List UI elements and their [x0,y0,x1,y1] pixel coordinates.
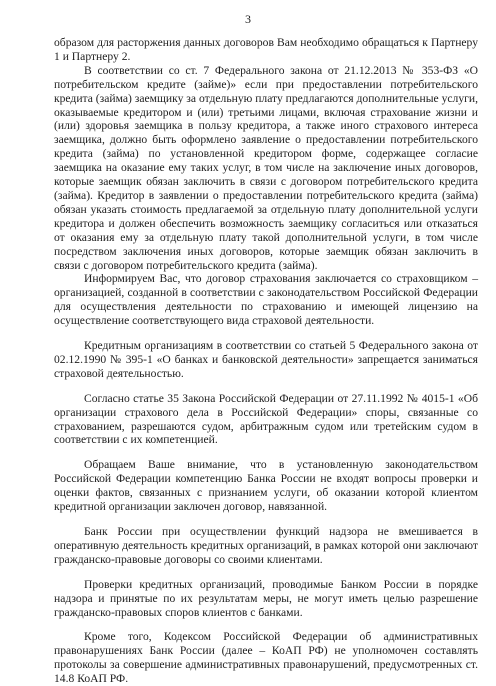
paragraph-inspections: Проверки кредитных организаций, проводимые Банком России в порядке надзора и принятые по их результатам меры, не могут иметь целью разрешение гражданско-правовых споров клиентов с банками. [54,577,478,619]
paragraph-partner-termination: образом для расторжения данных договоров Вам необходимо обращаться к Партнеру 1 и Партнеру 2. [54,36,478,63]
paragraph-law-353-fz: В соответствии со ст. 7 Федерального закона от 21.12.2013 № 353-ФЗ «О потребительском кредите (займе)» если при предоставлении потребительского кредита (займа) заемщику за отдельную плату предлагаются дополнительные услуги, оказываемые кредитором и (или) третьими лицами, включая страхование жизни и (или) здоровья заемщика в пользу кредитора, а также иного страхового интереса заемщика, должно быть оформлено заявление о предоставлении потребительского кредита (займа) по установленной кредитором форме, содержащее согласие заемщика на оказание ему таких услуг, в том числе на заключение иных договоров, которые заемщик обязан заключить в связи с договором потребительского кредита (займа). Кредитор в заявлении о предоставлении потребительского кредита (займа) обязан указать стоимость предлагаемой за отдельную плату дополнительной услуги кредитора и должен обеспечить возможность заемщику согласиться или отказаться от оказания ему за отдельную плату такой дополнительной услуги, в том числе посредством заключения иных договоров, которые заемщик обязан заключить в связи с договором потребительского кредита (займа). [54,63,478,272]
paragraph-bank-competence: Обращаем Ваше внимание, что в установленную законодательством Российской Федерации компетенцию Банка России не входят вопросы проверки и оценки фактов, связанных с признанием услуги, об оказании которой клиентом кредитной организации заключен договор, навязанной. [54,458,478,514]
paragraph-supervision: Банк России при осуществлении функций надзора не вмешивается в оперативную деятельность кредитных организаций, в рамках которой они заключают гражданско-правовые договоры со своими клиентами. [54,525,478,566]
paragraph-insurance-contract: Информируем Вас, что договор страхования заключается со страховщиком – организацией, созданной в соответствии с законодательством Российской Федерации для осуществления деятельности по страхованию и имеющей лицензию на осуществление соответствующего вида страховой деятельности. [54,272,478,328]
document-body [54,36,478,686]
paragraph-insurance-disputes: Согласно статье 35 Закона Российской Федерации от 27.11.1992 № 4015-1 «Об организации страхового дела в Российской Федерации» споры, связанные со страхованием, разрешаются судом, арбитражным судом или третейским судом в соответствии с их компетенцией. [54,391,478,447]
paragraph-credit-organizations: Кредитным организациям в соответствии со статьей 5 Федерального закона от 02.12.1990 № 395-1 «О банках и банковской деятельности» запрещается заниматься страховой деятельностью. [54,339,478,380]
paragraph-administrative-code: Кроме того, Кодексом Российской Федерации об административных правонарушениях Банк России (далее – КоАП РФ) не уполномочен составлять протоколы за совершение административных правонарушений, предусмотренных ст. 14.8 КоАП РФ. [54,630,478,686]
page-number: 3 [245,12,251,26]
